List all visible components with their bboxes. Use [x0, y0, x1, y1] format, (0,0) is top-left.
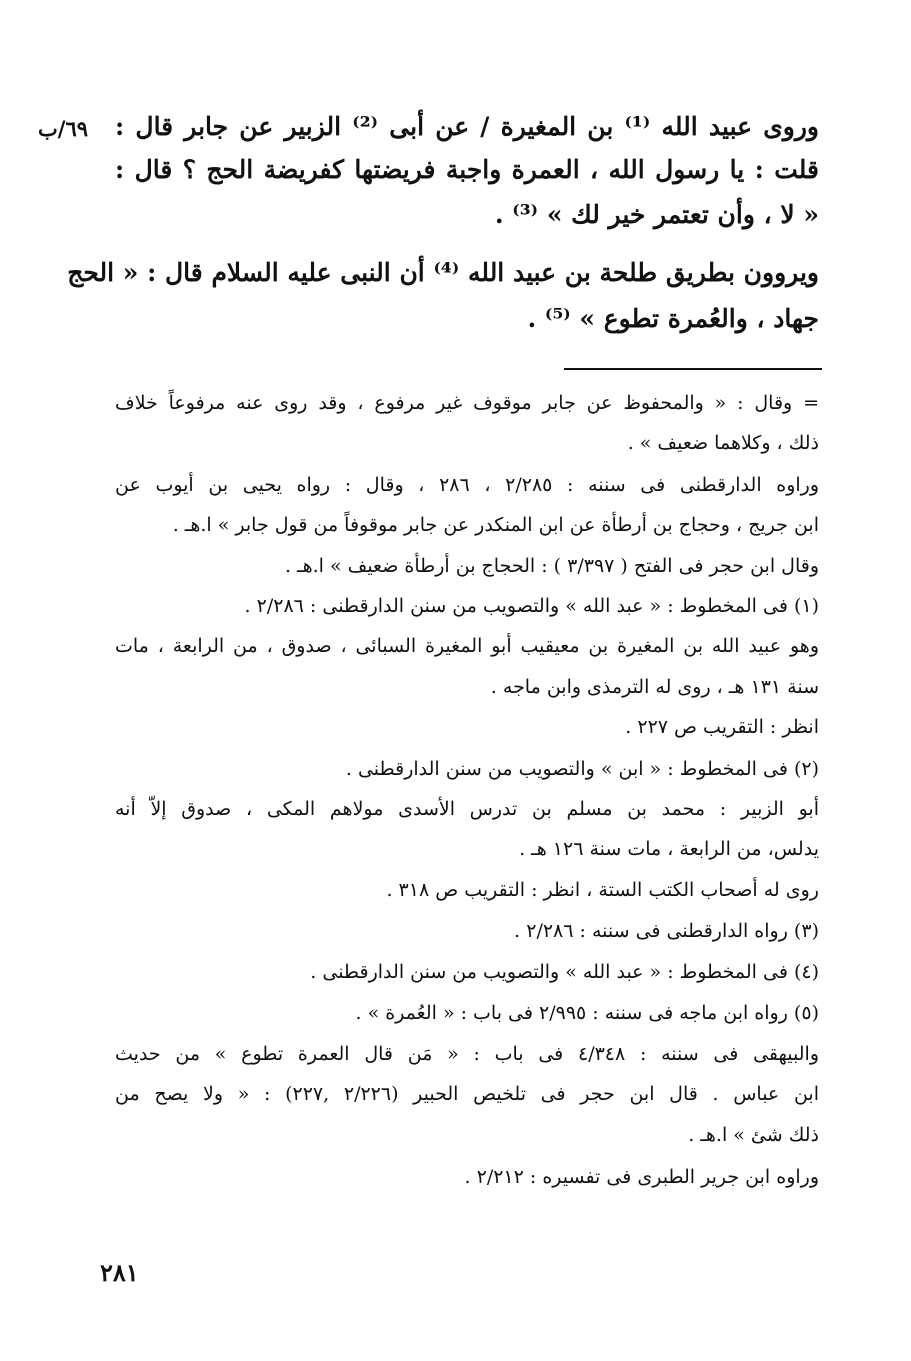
footnote-line: (٣) رواه الدارقطنى فى سننه : ٢/٢٨٦ .: [514, 920, 819, 942]
footnote-line: ابن عباس . قال ابن حجر فى تلخيص الحبير (٢/٢٢٦ ,٢٢٧) : « ولا يصح من: [115, 1083, 819, 1105]
footnote-line: يدلس، من الرابعة ، مات سنة ١٢٦ هـ .: [519, 838, 819, 860]
footnote-line: وهو عبيد الله بن المغيرة بن معيقيب أبو المغيرة السبائى ، صدوق ، من الرابعة ، مات: [115, 635, 819, 657]
footnote-line: (٤) فى المخطوط : « عبد الله » والتصويب من سنن الدارقطنى .: [310, 961, 819, 983]
footnote-line: وقال ابن حجر فى الفتح ( ٣/٣٩٧ ) : الحجاج بن أرطأة ضعيف » ا.هـ .: [284, 555, 819, 577]
margin-folio-note: ٦٩/ب: [38, 116, 89, 141]
main-text-line: قلت : يا رسول الله ، العمرة واجبة فريضتها كفريضة الحج ؟ قال :: [115, 155, 819, 184]
page-number: ٢٨١: [100, 1258, 139, 1287]
main-text-line: ويروون بطريق طلحة بن عبيد الله ⁽⁴⁾ أن النبى عليه السلام قال : « الحج: [67, 258, 819, 287]
footnote-line: وراوه ابن جرير الطبرى فى تفسيره : ٢/٢١٢ .: [464, 1166, 819, 1188]
footnote-line: وراوه الدارقطنى فى سننه : ٢/٢٨٥ ، ٢٨٦ ، وقال : رواه يحيى بن أيوب عن: [115, 474, 820, 496]
footnote-line: ابن جريج ، وحجاج بن أرطأة عن ابن المنكدر عن جابر موقوفاً من قول جابر » ا.هـ .: [172, 514, 819, 536]
footnote-line: (٥) رواه ابن ماجه فى سننه : ٢/٩٩٥ فى باب : « العُمرة » .: [355, 1002, 819, 1024]
footnote-line: (١) فى المخطوط : « عبد الله » والتصويب من سنن الدارقطنى : ٢/٢٨٦ .: [244, 595, 819, 617]
footnote-line: أبو الزبير : محمد بن مسلم بن تدرس الأسدى مولاهم المكى ، صدوق إلاّ أنه: [115, 798, 820, 820]
main-text-line: « لا ، وأن تعتمر خير لك » ⁽³⁾ .: [494, 200, 819, 229]
footnote-line: انظر : التقريب ص ٢٢٧ .: [625, 716, 819, 738]
main-text-line: وروى عبيد الله ⁽¹⁾ بن المغيرة / عن أبى ⁽²⁾ الزبير عن جابر قال :: [115, 112, 819, 141]
footnote-line: ذلك شئ » ا.هـ .: [688, 1124, 819, 1146]
footnote-line: روى له أصحاب الكتب الستة ، انظر : التقريب ص ٣١٨ .: [386, 879, 819, 901]
main-text-line: جهاد ، والعُمرة تطوع » ⁽⁵⁾ .: [527, 304, 819, 333]
footnote-line: = وقال : « والمحفوظ عن جابر موقوف غير مرفوع ، وقد روى عنه مرفوعاً خلاف: [115, 392, 819, 414]
footnote-line: ذلك ، وكلاهما ضعيف » .: [627, 432, 819, 454]
footnote-line: والبيهقى فى سننه : ٤/٣٤٨ فى باب : « مَن قال العمرة تطوع » من حديث: [115, 1043, 819, 1065]
footnote-line: سنة ١٣١ هـ ، روى له الترمذى وابن ماجه .: [490, 676, 819, 698]
footnote-separator: [564, 368, 822, 370]
footnote-line: (٢) فى المخطوط : « ابن » والتصويب من سنن الدارقطنى .: [345, 758, 819, 780]
